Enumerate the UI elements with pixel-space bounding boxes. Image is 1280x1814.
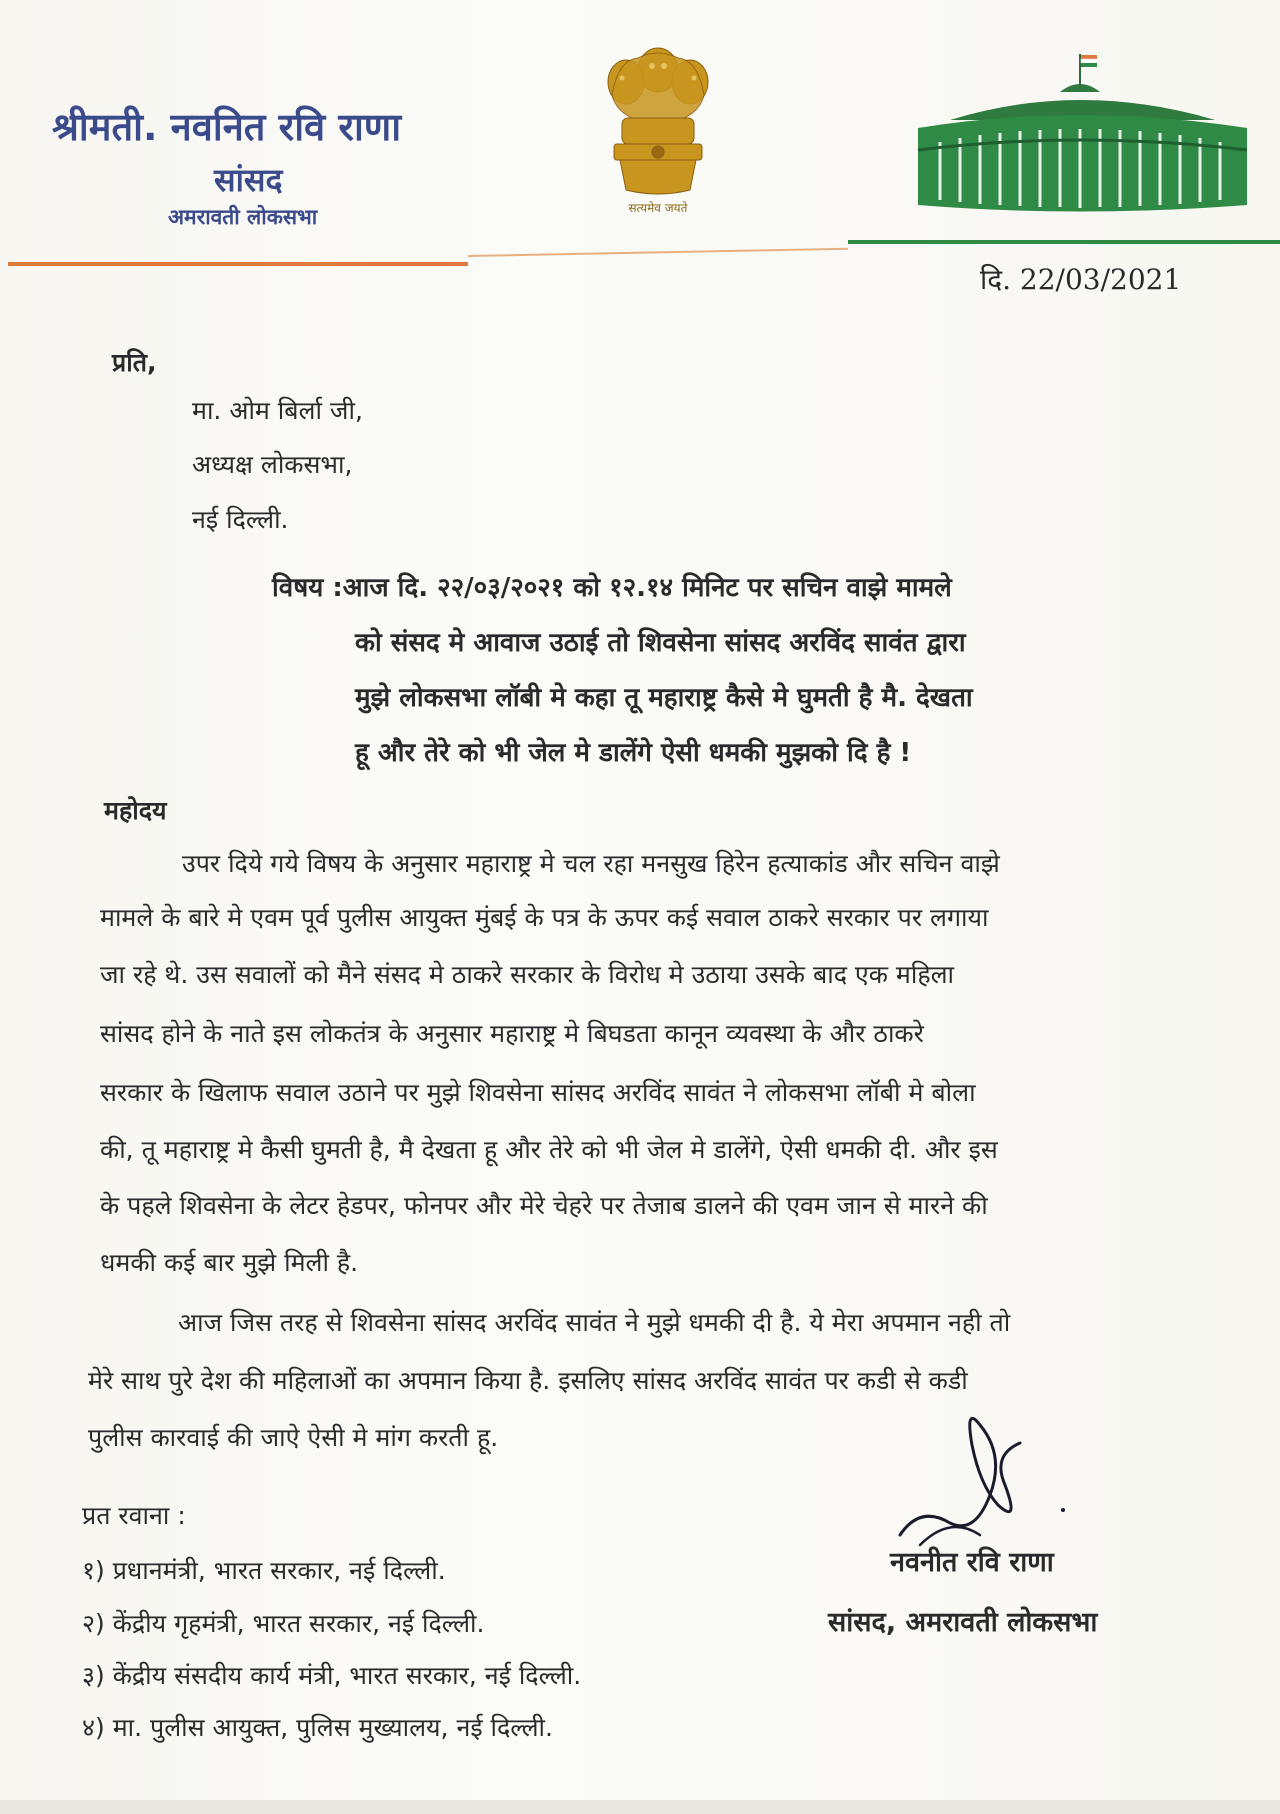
signatory-title: सांसद, अमरावती लोकसभा: [828, 1607, 1098, 1638]
letter-date: दि. 22/03/2021: [980, 263, 1182, 296]
copy-to-item: ३) केंद्रीय संसदीय कार्य मंत्री, भारत सरकार, नई दिल्ली.: [82, 1661, 582, 1690]
recipient-line: नई दिल्ली.: [192, 505, 289, 534]
signatory-name: नवनीत रवि राणा: [890, 1547, 1054, 1578]
letterhead-saffron-rule-thin: [468, 248, 848, 257]
copy-to-item: १) प्रधानमंत्री, भारत सरकार, नई दिल्ली.: [82, 1556, 446, 1585]
subject-line: मुझे लोकसभा लॉबी मे कहा तू महाराष्ट्र कैसे मे घुमती है मै. देखता: [355, 683, 973, 713]
subject-line: विषय :आज दि. २२/०३/२०२१ को १२.१४ मिनिट पर सचिन वाझे मामले: [272, 573, 952, 603]
body-line: पुलीस कारवाई की जाऐ ऐसी मे मांग करती हू.: [88, 1423, 499, 1452]
letterhead-saffron-rule: [8, 262, 468, 266]
ashoka-emblem-icon: [598, 40, 718, 200]
letterhead-role: सांसद: [214, 161, 283, 199]
page-bottom-edge: [0, 1800, 1280, 1814]
body-line: मामले के बारे मे एवम पूर्व पुलीस आयुक्त मुंबई के पत्र के ऊपर कई सवाल ठाकरे सरकार पर लगाया: [100, 903, 989, 932]
body-line: उपर दिये गये विषय के अनुसार महाराष्ट्र मे चल रहा मनसुख हिरेन हत्याकांड और सचिन वाझे: [182, 849, 1000, 878]
body-line: धमकी कई बार मुझे मिली है.: [100, 1248, 359, 1277]
body-line: मेरे साथ पुरे देश की महिलाओं का अपमान किया है. इसलिए सांसद अरविंद सावंत पर कडी से कडी: [88, 1366, 968, 1395]
recipient-prefix: प्रति,: [112, 348, 157, 377]
salutation: महोदय: [104, 796, 167, 825]
body-line: सरकार के खिलाफ सवाल उठाने पर मुझे शिवसेना सांसद अरविंद सावंत ने लोकसभा लॉबी मे बोला: [100, 1078, 976, 1107]
body-line: की, तू महाराष्ट्र मे कैसी घुमती है, मै देखता हू और तेरे को भी जेल मे डालेंगे, ऐसी धमकी दी. और इस: [100, 1135, 998, 1164]
recipient-line: अध्यक्ष लोकसभा,: [192, 450, 353, 479]
body-line: के पहले शिवसेना के लेटर हेडपर, फोनपर और मेरे चेहरे पर तेजाब डालने की एवम जान से मारने की: [100, 1191, 988, 1220]
subject-line: को संसद मे आवाज उठाई तो शिवसेना सांसद अरविंद सावंत द्वारा: [355, 628, 966, 658]
parliament-building-icon: [910, 50, 1255, 215]
subject-line: हू और तेरे को भी जेल मे डालेंगे ऐसी धमकी मुझको दि है !: [355, 738, 912, 768]
letterhead-name: श्रीमती. नवनित रवि राणा: [52, 105, 402, 149]
copy-to-item: ४) मा. पुलीस आयुक्त, पुलिस मुख्यालय, नई दिल्ली.: [82, 1713, 553, 1742]
emblem-motto: सत्यमेव जयते: [628, 201, 688, 215]
handwritten-signature: [880, 1385, 1080, 1560]
letterhead-constituency: अमरावती लोकसभा: [168, 205, 318, 229]
copy-to-item: २) केंद्रीय गृहमंत्री, भारत सरकार, नई दिल्ली.: [82, 1609, 485, 1638]
body-line: जा रहे थे. उस सवालों को मैने संसद मे ठाकरे सरकार के विरोध मे उठाया उसके बाद एक महिला: [100, 960, 955, 989]
copy-to-heading: प्रत रवाना :: [82, 1501, 186, 1530]
body-line: सांसद होने के नाते इस लोकतंत्र के अनुसार महाराष्ट्र मे बिघडता कानून व्यवस्था के और ठाकरे: [100, 1019, 924, 1048]
body-line: आज जिस तरह से शिवसेना सांसद अरविंद सावंत ने मुझे धमकी दी है. ये मेरा अपमान नही तो: [178, 1308, 1011, 1337]
recipient-line: मा. ओम बिर्ला जी,: [192, 396, 363, 425]
letterhead-green-rule: [848, 240, 1280, 244]
